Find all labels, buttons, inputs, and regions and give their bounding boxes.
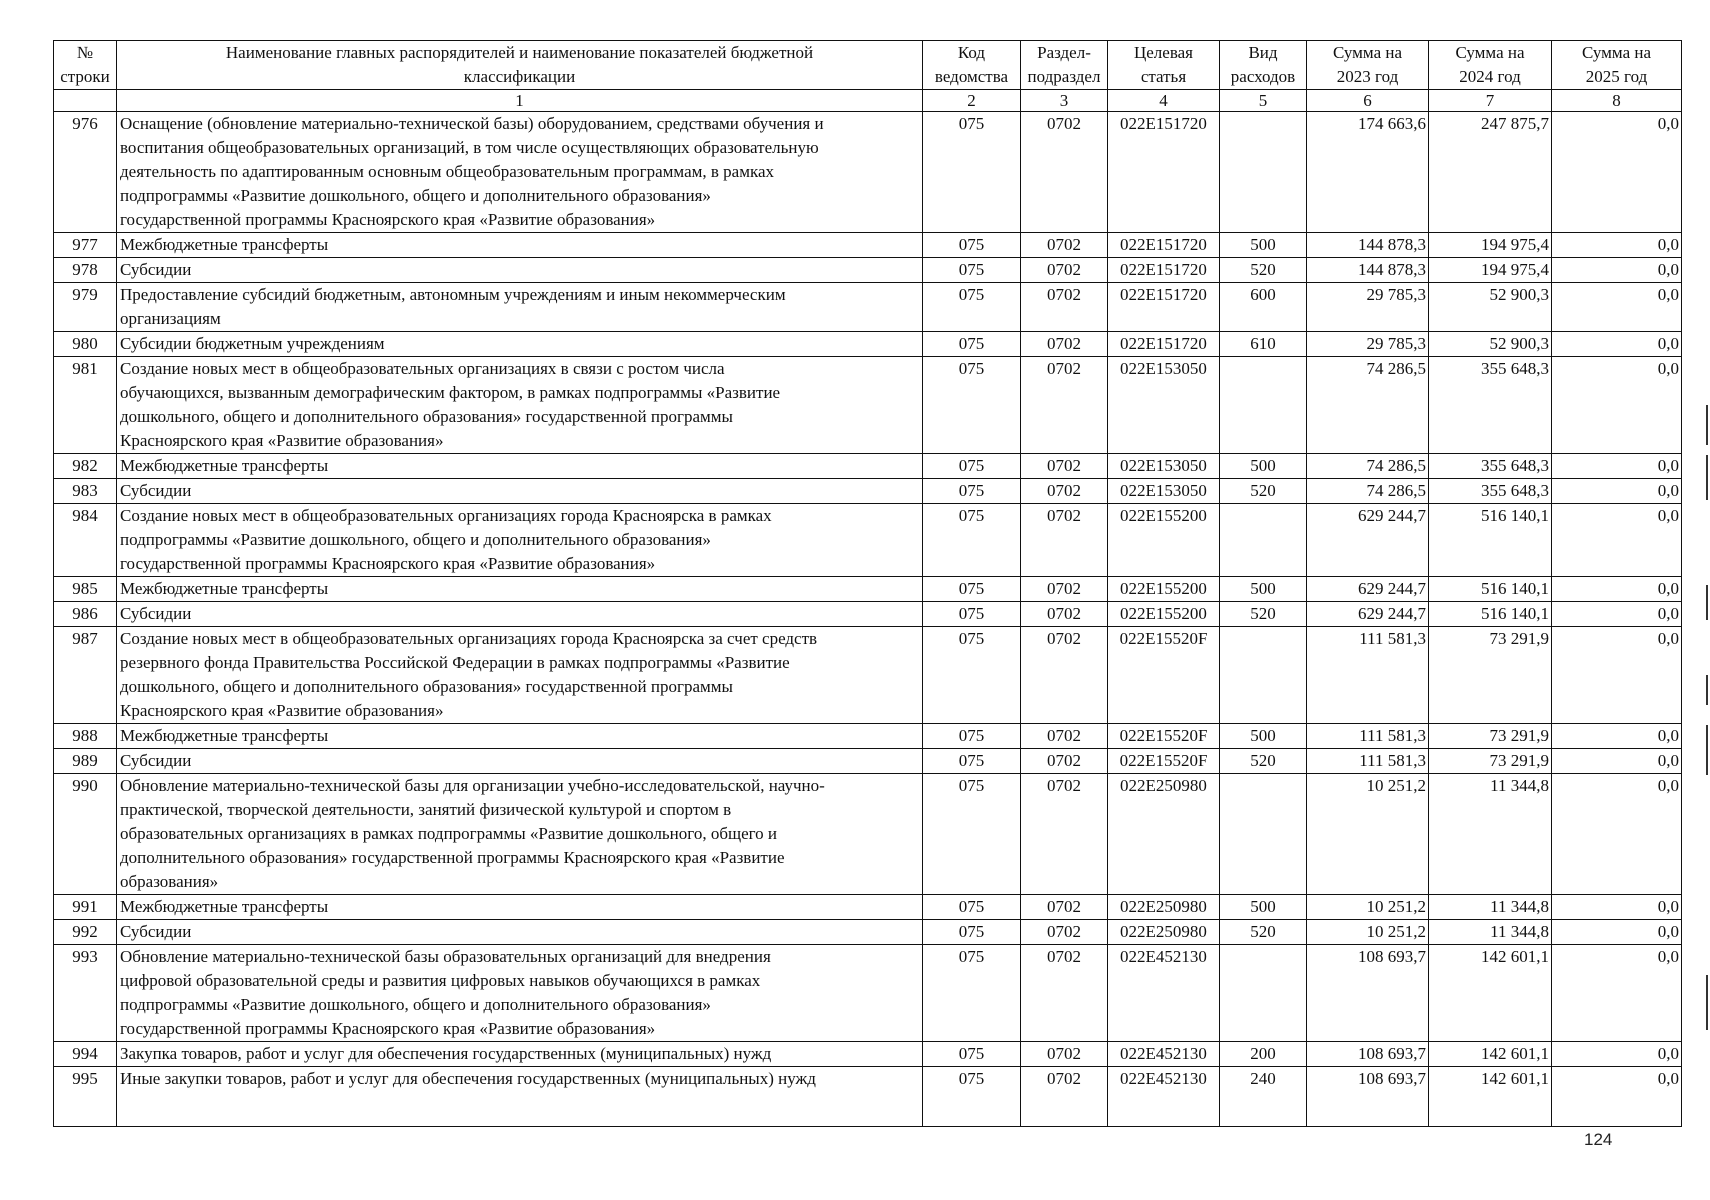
sum-2025-cell: 0,0 [1552, 1067, 1682, 1127]
row-number-cell: 984 [54, 504, 117, 577]
target-article-cell: 022E151720 [1108, 112, 1220, 233]
target-article-cell: 022E151720 [1108, 233, 1220, 258]
expense-type-cell: 520 [1220, 920, 1307, 945]
table-row [54, 112, 1682, 233]
row-number-cell: 993 [54, 945, 117, 1042]
razdel-cell: 0702 [1021, 1067, 1108, 1127]
header-text: № [76, 43, 94, 62]
target-article-cell: 022E452130 [1108, 1067, 1220, 1127]
table-row [54, 233, 1682, 258]
sum-2025-cell: 0,0 [1552, 577, 1682, 602]
row-name-line: дополнительного образования» государственной программы Красноярского края «Развитие [120, 848, 785, 867]
row-number-cell: 989 [54, 749, 117, 774]
expense-type-cell: 500 [1220, 577, 1307, 602]
row-name-line: Иные закупки товаров, работ и услуг для обеспечения государственных (муниципальных) нужд [120, 1069, 816, 1088]
vedomstvo-code-cell: 075 [923, 945, 1021, 1042]
sum-2023-cell: 174 663,6 [1307, 112, 1429, 233]
row-name-cell [117, 895, 923, 920]
target-article-cell: 022E151720 [1108, 283, 1220, 332]
razdel-cell: 0702 [1021, 945, 1108, 1042]
header-text: Код [957, 43, 986, 62]
sum-2025-cell: 0,0 [1552, 504, 1682, 577]
sum-2025-cell: 0,0 [1552, 112, 1682, 233]
row-name-cell [117, 602, 923, 627]
row-name-line: государственной программы Красноярского края «Развитие образования» [120, 554, 656, 573]
expense-type-cell: 500 [1220, 233, 1307, 258]
row-name-cell [117, 258, 923, 283]
header-target-article [1108, 41, 1220, 90]
row-name-line: Межбюджетные трансферты [120, 235, 329, 254]
sum-2023-cell: 29 785,3 [1307, 332, 1429, 357]
row-name-line: Субсидии [120, 604, 192, 623]
header-text: 2024 год [1459, 67, 1521, 86]
table-row [54, 258, 1682, 283]
target-article-cell: 022E151720 [1108, 332, 1220, 357]
scan-edge-mark [1706, 975, 1708, 1030]
vedomstvo-code-cell: 075 [923, 454, 1021, 479]
row-name-line: Субсидии бюджетным учреждениям [120, 334, 385, 353]
row-name-cell [117, 1067, 923, 1127]
sum-2024-cell: 11 344,8 [1429, 920, 1552, 945]
column-number: 3 [1021, 90, 1108, 112]
row-number-cell: 981 [54, 357, 117, 454]
column-number: 7 [1429, 90, 1552, 112]
row-name-cell [117, 1042, 923, 1067]
sum-2025-cell: 0,0 [1552, 749, 1682, 774]
header-text: строки [60, 67, 110, 86]
header-expense-type [1220, 41, 1307, 90]
sum-2023-cell: 629 244,7 [1307, 504, 1429, 577]
vedomstvo-code-cell: 075 [923, 504, 1021, 577]
row-number-cell: 980 [54, 332, 117, 357]
expense-type-cell: 520 [1220, 258, 1307, 283]
vedomstvo-code-cell: 075 [923, 479, 1021, 504]
sum-2025-cell: 0,0 [1552, 454, 1682, 479]
table-row [54, 774, 1682, 895]
table-row [54, 749, 1682, 774]
sum-2025-cell: 0,0 [1552, 602, 1682, 627]
row-name-line: Красноярского края «Развитие образования» [120, 701, 444, 720]
row-name-line: подпрограммы «Развитие дошкольного, общего и дополнительного образования» [120, 186, 711, 205]
row-number-cell: 995 [54, 1067, 117, 1127]
sum-2023-cell: 629 244,7 [1307, 577, 1429, 602]
sum-2023-cell: 10 251,2 [1307, 895, 1429, 920]
column-number [54, 90, 117, 112]
target-article-cell: 022E155200 [1108, 504, 1220, 577]
razdel-cell: 0702 [1021, 283, 1108, 332]
vedomstvo-code-cell: 075 [923, 774, 1021, 895]
sum-2024-cell: 516 140,1 [1429, 577, 1552, 602]
target-article-cell: 022E153050 [1108, 454, 1220, 479]
sum-2024-cell: 142 601,1 [1429, 1042, 1552, 1067]
scan-edge-mark [1706, 405, 1708, 445]
row-name-line: Обновление материально-технической базы образовательных организаций для внедрения [120, 947, 771, 966]
scan-edge-mark [1706, 675, 1708, 705]
sum-2023-cell: 111 581,3 [1307, 724, 1429, 749]
header-sum-2025 [1552, 41, 1682, 90]
expense-type-cell [1220, 504, 1307, 577]
column-number: 5 [1220, 90, 1307, 112]
scan-edge-mark [1706, 725, 1708, 775]
sum-2024-cell: 516 140,1 [1429, 602, 1552, 627]
vedomstvo-code-cell: 075 [923, 258, 1021, 283]
row-name-line: Создание новых мест в общеобразовательных организациях города Красноярска за счет средств [120, 629, 818, 648]
sum-2023-cell: 74 286,5 [1307, 454, 1429, 479]
razdel-cell: 0702 [1021, 258, 1108, 283]
table-row [54, 357, 1682, 454]
sum-2023-cell: 74 286,5 [1307, 357, 1429, 454]
table-row [54, 895, 1682, 920]
row-number-cell: 992 [54, 920, 117, 945]
header-vedomstvo-code [923, 41, 1021, 90]
sum-2024-cell: 142 601,1 [1429, 945, 1552, 1042]
table-row [54, 724, 1682, 749]
vedomstvo-code-cell: 075 [923, 724, 1021, 749]
target-article-cell: 022E15520F [1108, 627, 1220, 724]
row-name-line: Предоставление субсидий бюджетным, автономным учреждениям и иным некоммерческим [120, 285, 786, 304]
row-name-cell [117, 112, 923, 233]
sum-2024-cell: 52 900,3 [1429, 283, 1552, 332]
row-name-cell [117, 749, 923, 774]
razdel-cell: 0702 [1021, 724, 1108, 749]
table-row [54, 283, 1682, 332]
column-number: 4 [1108, 90, 1220, 112]
header-text: Раздел- [1037, 43, 1091, 62]
expense-type-cell: 500 [1220, 454, 1307, 479]
vedomstvo-code-cell: 075 [923, 627, 1021, 724]
sum-2025-cell: 0,0 [1552, 627, 1682, 724]
sum-2025-cell: 0,0 [1552, 895, 1682, 920]
table-row [54, 454, 1682, 479]
table-row [54, 602, 1682, 627]
header-sum-2023 [1307, 41, 1429, 90]
row-name-line: Закупка товаров, работ и услуг для обеспечения государственных (муниципальных) нужд [120, 1044, 772, 1063]
razdel-cell: 0702 [1021, 479, 1108, 504]
sum-2025-cell: 0,0 [1552, 920, 1682, 945]
sum-2024-cell: 142 601,1 [1429, 1067, 1552, 1127]
razdel-cell: 0702 [1021, 454, 1108, 479]
sum-2025-cell: 0,0 [1552, 945, 1682, 1042]
row-number-cell: 982 [54, 454, 117, 479]
target-article-cell: 022E15520F [1108, 749, 1220, 774]
target-article-cell: 022E452130 [1108, 945, 1220, 1042]
row-name-line: практической, творческой деятельности, занятий физической культурой и спортом в [120, 800, 732, 819]
sum-2025-cell: 0,0 [1552, 258, 1682, 283]
vedomstvo-code-cell: 075 [923, 920, 1021, 945]
target-article-cell: 022E151720 [1108, 258, 1220, 283]
target-article-cell: 022E15520F [1108, 724, 1220, 749]
row-number-cell: 991 [54, 895, 117, 920]
row-name-line: Оснащение (обновление материально-технической базы) оборудованием, средствами обучения и [120, 114, 824, 133]
header-text: Сумма на [1455, 43, 1525, 62]
expense-type-cell [1220, 945, 1307, 1042]
row-name-line: образовательных организациях в рамках подпрограммы «Развитие дошкольного, общего и [120, 824, 778, 843]
sum-2024-cell: 73 291,9 [1429, 627, 1552, 724]
row-name-line: Субсидии [120, 260, 192, 279]
row-number-cell: 986 [54, 602, 117, 627]
row-number-cell: 979 [54, 283, 117, 332]
row-name-line: дошкольного, общего и дополнительного образования» государственной программы [120, 407, 733, 426]
header-text: Целевая [1133, 43, 1194, 62]
sum-2023-cell: 144 878,3 [1307, 258, 1429, 283]
vedomstvo-code-cell: 075 [923, 283, 1021, 332]
target-article-cell: 022E153050 [1108, 479, 1220, 504]
expense-type-cell [1220, 774, 1307, 895]
target-article-cell: 022E153050 [1108, 357, 1220, 454]
sum-2025-cell: 0,0 [1552, 357, 1682, 454]
column-number: 2 [923, 90, 1021, 112]
vedomstvo-code-cell: 075 [923, 602, 1021, 627]
header-text: 2023 год [1336, 67, 1399, 86]
target-article-cell: 022E250980 [1108, 774, 1220, 895]
razdel-cell: 0702 [1021, 332, 1108, 357]
row-name-cell [117, 920, 923, 945]
row-name-cell [117, 283, 923, 332]
row-name-line: Создание новых мест в общеобразовательных организациях в связи с ростом числа [120, 359, 725, 378]
row-number-cell: 987 [54, 627, 117, 724]
header-text: классификации [463, 67, 576, 86]
expense-type-cell [1220, 357, 1307, 454]
sum-2025-cell: 0,0 [1552, 774, 1682, 895]
scan-edge-mark [1706, 585, 1708, 620]
sum-2025-cell: 0,0 [1552, 1042, 1682, 1067]
vedomstvo-code-cell: 075 [923, 1042, 1021, 1067]
row-name-line: государственной программы Красноярского края «Развитие образования» [120, 210, 656, 229]
sum-2023-cell: 144 878,3 [1307, 233, 1429, 258]
header-text: Сумма на [1581, 43, 1652, 62]
sum-2024-cell: 11 344,8 [1429, 774, 1552, 895]
table-row [54, 945, 1682, 1042]
razdel-cell: 0702 [1021, 602, 1108, 627]
sum-2023-cell: 29 785,3 [1307, 283, 1429, 332]
razdel-cell: 0702 [1021, 577, 1108, 602]
expense-type-cell: 610 [1220, 332, 1307, 357]
row-number-cell: 990 [54, 774, 117, 895]
sum-2024-cell: 355 648,3 [1429, 357, 1552, 454]
target-article-cell: 022E155200 [1108, 602, 1220, 627]
header-text: Сумма на [1332, 43, 1403, 62]
header-razdel [1021, 41, 1108, 90]
sum-2023-cell: 111 581,3 [1307, 627, 1429, 724]
vedomstvo-code-cell: 075 [923, 1067, 1021, 1127]
row-number-cell: 983 [54, 479, 117, 504]
expense-type-cell: 600 [1220, 283, 1307, 332]
row-name-cell [117, 454, 923, 479]
row-number-cell: 976 [54, 112, 117, 233]
header-name [117, 41, 923, 90]
razdel-cell: 0702 [1021, 749, 1108, 774]
row-name-cell [117, 357, 923, 454]
table-row [54, 627, 1682, 724]
row-name-line: подпрограммы «Развитие дошкольного, общего и дополнительного образования» [120, 530, 711, 549]
budget-table-sheet [53, 40, 1682, 1127]
column-number: 1 [117, 90, 923, 112]
header-text: Наименование главных распорядителей и наименование показателей бюджетной [225, 43, 814, 62]
expense-type-cell: 520 [1220, 749, 1307, 774]
row-name-line: организациям [120, 309, 221, 328]
table-row [54, 504, 1682, 577]
row-name-cell [117, 774, 923, 895]
row-name-line: деятельность по адаптированным основным общеобразовательным программам, в рамках [120, 162, 774, 181]
vedomstvo-code-cell: 075 [923, 332, 1021, 357]
razdel-cell: 0702 [1021, 774, 1108, 895]
header-text: Вид [1248, 43, 1278, 62]
sum-2023-cell: 10 251,2 [1307, 774, 1429, 895]
header-text: расходов [1230, 67, 1296, 86]
table-row [54, 577, 1682, 602]
table-row [54, 479, 1682, 504]
sum-2025-cell: 0,0 [1552, 233, 1682, 258]
target-article-cell: 022E452130 [1108, 1042, 1220, 1067]
column-number-row [54, 90, 1682, 112]
sum-2025-cell: 0,0 [1552, 479, 1682, 504]
razdel-cell: 0702 [1021, 504, 1108, 577]
vedomstvo-code-cell: 075 [923, 577, 1021, 602]
row-name-cell [117, 577, 923, 602]
sum-2024-cell: 516 140,1 [1429, 504, 1552, 577]
vedomstvo-code-cell: 075 [923, 749, 1021, 774]
scan-edge-mark [1706, 455, 1708, 500]
row-name-line: Субсидии [120, 922, 192, 941]
row-name-line: Обновление материально-технической базы для организации учебно-исследовательской, научно- [120, 776, 825, 795]
table-row [54, 920, 1682, 945]
sum-2024-cell: 194 975,4 [1429, 258, 1552, 283]
sum-2024-cell: 355 648,3 [1429, 479, 1552, 504]
row-name-line: Красноярского края «Развитие образования» [120, 431, 444, 450]
row-name-line: образования» [120, 872, 219, 891]
expense-type-cell: 200 [1220, 1042, 1307, 1067]
row-name-cell [117, 504, 923, 577]
expense-type-cell [1220, 627, 1307, 724]
header-text: 2025 год [1585, 67, 1648, 86]
row-name-line: Межбюджетные трансферты [120, 456, 329, 475]
row-name-cell [117, 724, 923, 749]
header-row-number [54, 41, 117, 90]
sum-2023-cell: 74 286,5 [1307, 479, 1429, 504]
row-number-cell: 988 [54, 724, 117, 749]
vedomstvo-code-cell: 075 [923, 357, 1021, 454]
expense-type-cell: 240 [1220, 1067, 1307, 1127]
header-text: статья [1140, 67, 1187, 86]
sum-2023-cell: 629 244,7 [1307, 602, 1429, 627]
header-text: ведомства [934, 67, 1009, 86]
row-number-cell: 994 [54, 1042, 117, 1067]
row-name-cell [117, 332, 923, 357]
column-number: 6 [1307, 90, 1429, 112]
row-name-line: цифровой образовательной среды и развития цифровых навыков обучающихся в рамках [120, 971, 761, 990]
sum-2023-cell: 108 693,7 [1307, 1042, 1429, 1067]
razdel-cell: 0702 [1021, 627, 1108, 724]
sum-2024-cell: 73 291,9 [1429, 749, 1552, 774]
expense-type-cell: 500 [1220, 724, 1307, 749]
row-number-cell: 978 [54, 258, 117, 283]
table-body [54, 112, 1682, 1127]
table-row [54, 1042, 1682, 1067]
row-name-line: Создание новых мест в общеобразовательных организациях города Красноярска в рамках [120, 506, 772, 525]
vedomstvo-code-cell: 075 [923, 233, 1021, 258]
razdel-cell: 0702 [1021, 1042, 1108, 1067]
target-article-cell: 022E250980 [1108, 920, 1220, 945]
sum-2024-cell: 11 344,8 [1429, 895, 1552, 920]
row-name-line: государственной программы Красноярского края «Развитие образования» [120, 1019, 656, 1038]
razdel-cell: 0702 [1021, 895, 1108, 920]
table-header [54, 41, 1682, 112]
sum-2023-cell: 111 581,3 [1307, 749, 1429, 774]
header-sum-2024 [1429, 41, 1552, 90]
row-name-line: Межбюджетные трансферты [120, 897, 329, 916]
expense-type-cell: 500 [1220, 895, 1307, 920]
row-name-cell [117, 233, 923, 258]
vedomstvo-code-cell: 075 [923, 112, 1021, 233]
row-name-line: резервного фонда Правительства Российской Федерации в рамках подпрограммы «Развитие [120, 653, 790, 672]
row-name-line: Межбюджетные трансферты [120, 579, 329, 598]
sum-2024-cell: 73 291,9 [1429, 724, 1552, 749]
vedomstvo-code-cell: 075 [923, 895, 1021, 920]
sum-2024-cell: 52 900,3 [1429, 332, 1552, 357]
target-article-cell: 022E250980 [1108, 895, 1220, 920]
razdel-cell: 0702 [1021, 920, 1108, 945]
expense-type-cell: 520 [1220, 479, 1307, 504]
row-name-cell [117, 945, 923, 1042]
target-article-cell: 022E155200 [1108, 577, 1220, 602]
row-name-line: Субсидии [120, 481, 192, 500]
razdel-cell: 0702 [1021, 112, 1108, 233]
sum-2023-cell: 10 251,2 [1307, 920, 1429, 945]
row-number-cell: 977 [54, 233, 117, 258]
sum-2023-cell: 108 693,7 [1307, 1067, 1429, 1127]
sum-2023-cell: 108 693,7 [1307, 945, 1429, 1042]
header-text: подраздел [1027, 67, 1101, 86]
sum-2025-cell: 0,0 [1552, 283, 1682, 332]
page-number: 124 [1584, 1130, 1613, 1149]
expense-type-cell [1220, 112, 1307, 233]
row-name-line: воспитания общеобразовательных организаций, в том числе осуществляющих образовательную [120, 138, 819, 157]
column-number: 8 [1552, 90, 1682, 112]
row-number-cell: 985 [54, 577, 117, 602]
budget-table [53, 40, 1682, 1127]
razdel-cell: 0702 [1021, 357, 1108, 454]
sum-2024-cell: 194 975,4 [1429, 233, 1552, 258]
table-row [54, 1067, 1682, 1127]
row-name-cell [117, 627, 923, 724]
expense-type-cell: 520 [1220, 602, 1307, 627]
row-name-line: подпрограммы «Развитие дошкольного, общего и дополнительного образования» [120, 995, 711, 1014]
table-row [54, 332, 1682, 357]
sum-2025-cell: 0,0 [1552, 332, 1682, 357]
razdel-cell: 0702 [1021, 233, 1108, 258]
row-name-line: Межбюджетные трансферты [120, 726, 329, 745]
row-name-line: обучающихся, вызванным демографическим фактором, в рамках подпрограммы «Развитие [120, 383, 781, 402]
row-name-line: Субсидии [120, 751, 192, 770]
sum-2024-cell: 355 648,3 [1429, 454, 1552, 479]
row-name-line: дошкольного, общего и дополнительного образования» государственной программы [120, 677, 733, 696]
sum-2024-cell: 247 875,7 [1429, 112, 1552, 233]
row-name-cell [117, 479, 923, 504]
sum-2025-cell: 0,0 [1552, 724, 1682, 749]
